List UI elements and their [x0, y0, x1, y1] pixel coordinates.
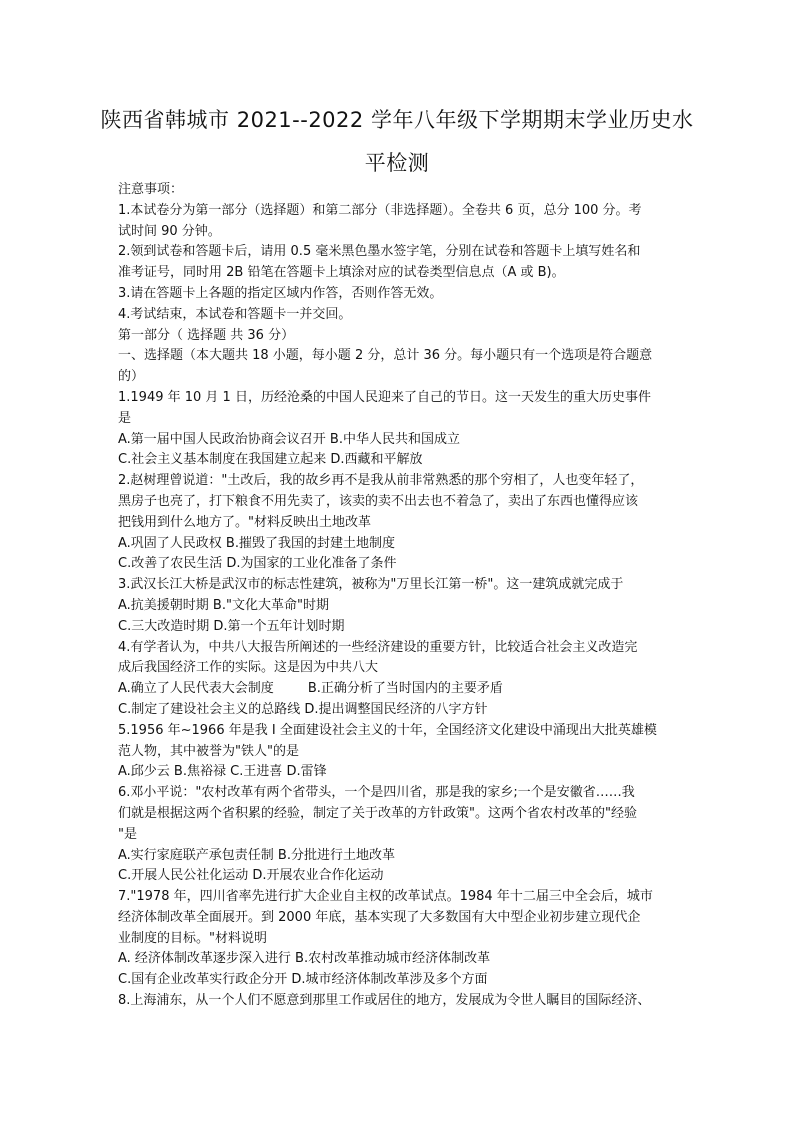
notice-item-2-line-1: 2.领到试卷和答题卡后，请用 0.5 毫米黑色墨水签字笔，分别在试卷和答题卡上填写姓名和 [118, 244, 641, 260]
exam-body [118, 180, 678, 1012]
question-4-option-b: B.正确分析了当时国内的主要矛盾 [307, 681, 503, 697]
question-7-stem-line-1: 7."1978 年，四川省率先进行扩大企业自主权的改革试点。1984 年十二届三中全会后，城市 [118, 889, 653, 905]
question-1-stem-line-2: 是 [118, 410, 132, 426]
question-7-options-ab: A. 经济体制改革逐步深入进行 B.农村改革推动城市经济体制改革 [118, 951, 491, 967]
question-7-stem-line-2: 经济体制改革全面展开。到 2000 年底，基本实现了大多数国有大中型企业初步建立现代企 [118, 909, 641, 925]
question-7-options-cd: C.国有企业改革实行政企分开 D.城市经济体制改革涉及多个方面 [118, 972, 488, 988]
question-5-stem-line-2: 范人物，其中被誉为"铁人"的是 [118, 743, 299, 759]
section-instructions-line-2: 的） [118, 369, 145, 385]
question-4-option-a: A.确立了人民代表大会制度 [118, 681, 274, 697]
notice-heading: 注意事项： [118, 182, 184, 197]
question-3-options-ab: A.抗美援朝时期 B."文化大革命"时期 [118, 597, 329, 613]
question-2-stem-line-2: 黑房子也亮了，打下粮食不用先卖了，该卖的卖不出去也不着急了，卖出了东西也懂得应该 [118, 493, 639, 509]
document-title-line-1: 陕西省韩城市 2021--2022 学年八年级下学期期末学业历史水 [100, 108, 694, 132]
notice-item-3: 3.请在答题卡上各题的指定区域内作答，否则作答无效。 [118, 285, 443, 301]
question-8-stem-line-1: 8.上海浦东，从一个人们不愿意到那里工作或居住的地方，发展成为令世人瞩目的国际经济、 [118, 993, 651, 1009]
question-6-stem-line-1: 6.邓小平说："农村改革有两个省带头，一个是四川省，那是我的家乡;一个是安徽省……我 [118, 785, 635, 801]
question-2-stem-line-3: 把钱用到什么地方了。"材料反映出土地改革 [118, 514, 371, 530]
question-4-options-ab [118, 679, 678, 700]
question-4-options-cd: C.制定了建设社会主义的总路线 D.提出调整国民经济的八字方针 [118, 701, 488, 717]
notice-item-2-line-2: 准考证号，同时用 2B 铅笔在答题卡上填涂对应的试卷类型信息点（A 或 B)。 [118, 265, 565, 281]
notice-item-4: 4.考试结束，本试卷和答题卡一并交回。 [118, 306, 352, 322]
question-3-options-cd: C.三大改造时期 D.第一个五年计划时期 [118, 618, 345, 634]
question-1-stem-line-1: 1.1949 年 10 月 1 日，历经沧桑的中国人民迎来了自己的节日。这一天发生的重大历史事件 [118, 389, 651, 405]
question-6-options-ab: A.实行家庭联产承包责任制 B.分批进行土地改革 [118, 847, 395, 863]
document-title-line-2: 平检测 [364, 151, 430, 175]
question-3-stem: 3.武汉长江大桥是武汉市的标志性建筑，被称为"万里长江第一桥"。这一建筑成就完成于 [118, 577, 624, 593]
question-2-options-ab: A.巩固了人民政权 B.摧毁了我国的封建土地制度 [118, 535, 395, 551]
question-6-stem-line-3: "是 [118, 826, 137, 842]
question-4-stem-line-1: 4.有学者认为，中共八大报告所阐述的一些经济建设的重要方针，比较适合社会主义改造完 [118, 639, 638, 655]
section-instructions-line-1: 一、选择题（本大题共 18 小题，每小题 2 分，总计 36 分。每小题只有一个选项是符合题意 [118, 348, 653, 364]
question-5-options: A.邱少云 B.焦裕禄 C.王进喜 D.雷锋 [118, 764, 327, 780]
question-1-options-cd: C.社会主义基本制度在我国建立起来 D.西藏和平解放 [118, 452, 423, 468]
notice-item-1-line-1: 1.本试卷分为第一部分（选择题）和第二部分（非选择题）。全卷共 6 页，总分 100 分。考 [118, 202, 642, 218]
question-2-options-cd: C.改善了农民生活 D.为国家的工业化准备了条件 [118, 556, 397, 572]
question-6-options-cd: C.开展人民公社化运动 D.开展农业合作化运动 [118, 868, 384, 884]
question-4-stem-line-2: 成后我国经济工作的实际。这是因为中共八大 [118, 660, 379, 676]
question-2-stem-line-1: 2.赵树理曾说道："土改后，我的故乡再不是我从前非常熟悉的那个穷相了，人也变年轻了， [118, 473, 644, 489]
notice-item-1-line-2: 试时间 90 分钟。 [118, 223, 221, 239]
question-6-stem-line-2: 们就是根据这两个省积累的经验，制定了关于改革的方针政策"。这两个省农村改革的"经验 [118, 805, 637, 821]
question-7-stem-line-3: 业制度的目标。"材料说明 [118, 930, 267, 946]
question-5-stem-line-1: 5.1956 年~1966 年是我 I 全面建设社会主义的十年，全国经济文化建设中涌现出大批英雄模 [118, 722, 657, 738]
part-one-heading: 第一部分（ 选择题 共 36 分） [118, 327, 295, 343]
question-1-options-ab: A.第一届中国人民政治协商会议召开 B.中华人民共和国成立 [118, 431, 460, 447]
